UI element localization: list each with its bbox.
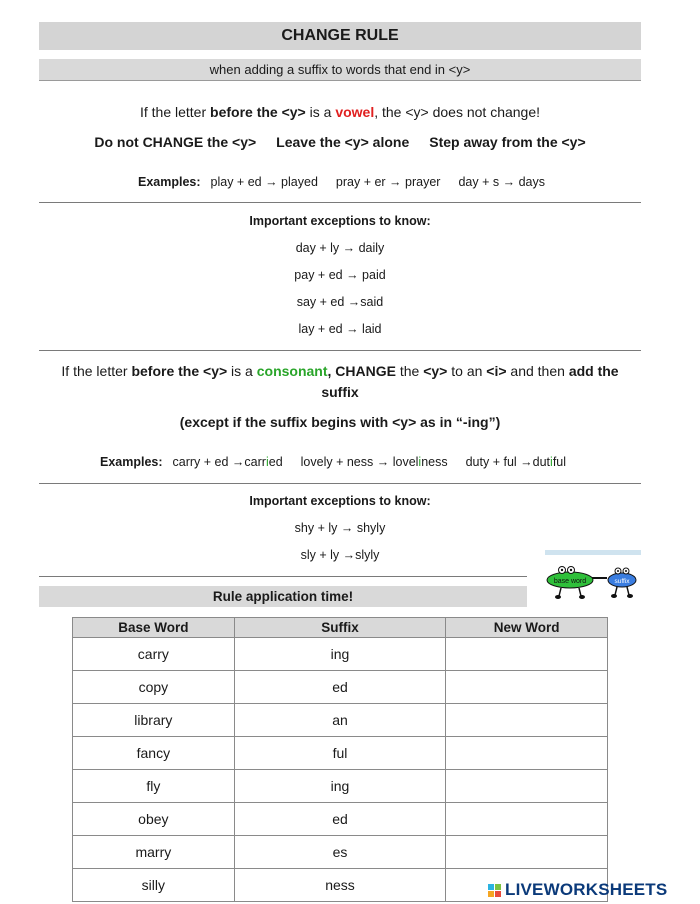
suffix-cell: ed: [234, 671, 446, 704]
divider: [39, 483, 641, 484]
consonant-word: consonant: [256, 363, 328, 379]
table-row: [73, 770, 608, 803]
example-item: lovely + ness → loveliness: [300, 455, 448, 469]
suffix-cell: ness: [234, 869, 446, 902]
suffix-cell: es: [234, 836, 446, 869]
table-row: [73, 671, 608, 704]
exceptions-title: Important exceptions to know:: [249, 214, 431, 228]
header-new-word: New Word: [446, 618, 608, 638]
vowel-rule: If the letter before the <y> is a vowel, the <y> does not change!: [139, 104, 541, 120]
slogan-2: Leave the <y> alone: [276, 134, 410, 150]
suffix-cell: an: [234, 704, 446, 737]
page-subtitle: when adding a suffix to words that end in <y>: [39, 59, 641, 81]
divider: [39, 350, 641, 351]
table-row: [73, 704, 608, 737]
exception-item: shy + ly → shyly: [294, 521, 386, 535]
exception-item: sly + ly →slyly: [300, 548, 380, 562]
base-word-cell: fly: [73, 770, 235, 803]
word-table: [72, 617, 608, 902]
exceptions-title: Important exceptions to know:: [249, 494, 431, 508]
header-suffix: Suffix: [234, 618, 446, 638]
suffix-mascot-icon: [545, 550, 641, 608]
base-word-cell: library: [73, 704, 235, 737]
base-word-cell: fancy: [73, 737, 235, 770]
logo-squares-icon: [488, 884, 501, 897]
example-item: day + s → days: [458, 175, 545, 189]
slogan-3: Step away from the <y>: [429, 134, 586, 150]
example-item: play + ed → played: [210, 175, 318, 189]
consonant-rule-line2: suffix: [321, 384, 359, 400]
new-word-answer-cell[interactable]: [446, 770, 608, 803]
consonant-examples: Examples: carry + ed →carried lovely + ness → loveliness duty + ful →dutiful: [100, 455, 567, 469]
consonant-rule: If the letter before the <y> is a consonant, CHANGE the <y> to an <i> and then add the: [61, 363, 619, 379]
exception-item: say + ed →said: [296, 295, 384, 309]
vowel-word: vowel: [335, 104, 375, 120]
application-title: Rule application time!: [39, 586, 527, 607]
mascot-left-label: base word: [553, 578, 587, 585]
new-word-answer-cell[interactable]: [446, 638, 608, 671]
new-word-answer-cell[interactable]: [446, 803, 608, 836]
base-word-cell: marry: [73, 836, 235, 869]
divider: [39, 202, 641, 203]
liveworksheets-logo: [488, 880, 667, 900]
vowel-examples: Examples: play + ed → played pray + er → prayer day + s → days: [138, 175, 545, 189]
suffix-cell: ing: [234, 770, 446, 803]
new-word-answer-cell[interactable]: [446, 836, 608, 869]
exception-item: lay + ed → laid: [298, 322, 382, 336]
example-item: carry + ed →carried: [172, 455, 283, 469]
mascot-right-label: suffix: [614, 578, 630, 585]
new-word-answer-cell[interactable]: [446, 737, 608, 770]
exception-item: day + ly → daily: [295, 241, 385, 255]
slogan-1: Do not CHANGE the <y>: [94, 134, 257, 150]
logo-text: LIVEWORKSHEETS: [505, 880, 668, 899]
table-header-row: [73, 618, 608, 638]
base-word-cell: carry: [73, 638, 235, 671]
slogans: [39, 134, 641, 150]
table-row: [73, 836, 608, 869]
suffix-cell: ing: [234, 638, 446, 671]
suffix-cell: ed: [234, 803, 446, 836]
table-row: [73, 638, 608, 671]
base-word-cell: silly: [73, 869, 235, 902]
example-item: pray + er → prayer: [335, 175, 441, 189]
table-row: [73, 737, 608, 770]
suffix-cell: ful: [234, 737, 446, 770]
divider: [39, 576, 527, 577]
except-note: (except if the suffix begins with <y> as in “-ing”): [179, 414, 501, 430]
base-word-cell: obey: [73, 803, 235, 836]
example-item: duty + ful →dutiful: [465, 455, 567, 469]
page-title: CHANGE RULE: [39, 22, 641, 50]
table-row: [73, 803, 608, 836]
new-word-answer-cell[interactable]: [446, 671, 608, 704]
exception-item: pay + ed → paid: [294, 268, 386, 282]
new-word-answer-cell[interactable]: [446, 704, 608, 737]
base-word-cell: copy: [73, 671, 235, 704]
header-base-word: Base Word: [73, 618, 235, 638]
